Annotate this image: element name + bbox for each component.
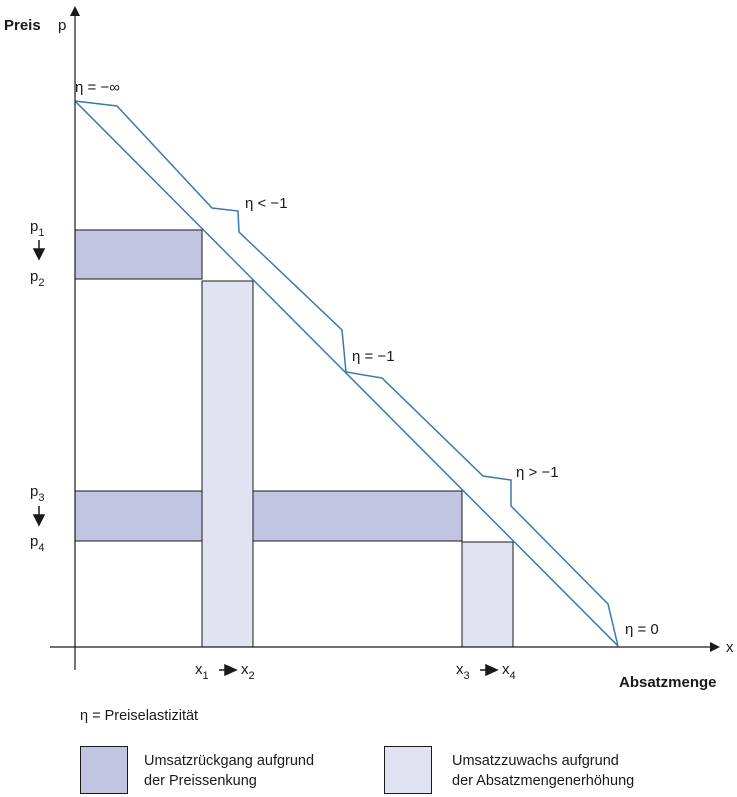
elasticity-label-greater-than-minus-one: η > −1 <box>516 464 559 481</box>
quantity-label-x3: $x_3$ <box>456 661 470 682</box>
elasticity-label-zero: η = 0 <box>625 621 659 638</box>
elasticity-label-less-than-minus-one: η < −1 <box>245 195 288 212</box>
quantity-label-x4: $x_4$ <box>502 661 516 682</box>
quantity-label-x2: $x_2$ <box>241 661 255 682</box>
right-arrow-icon <box>480 665 497 675</box>
legend-text-gain <box>452 751 634 791</box>
down-arrow-icon <box>34 506 44 525</box>
x-axis-title: Absatzmenge <box>619 674 717 691</box>
quantity-label-x1: $x_1$ <box>195 661 209 682</box>
revenue-gain-rect-right <box>462 542 513 647</box>
x-axis-symbol: x <box>726 639 734 656</box>
revenue-gain-rect-left <box>202 281 253 647</box>
elasticity-label-minus-infinity: η = −∞ <box>75 79 120 96</box>
revenue-loss-rect-lower <box>75 491 462 541</box>
right-arrow-icon <box>219 665 236 675</box>
price-label-p3: $p_3$ <box>30 483 45 504</box>
legend-text-decline <box>144 751 314 791</box>
price-label-p1: $p_1$ <box>30 218 45 239</box>
demand-line <box>75 101 618 646</box>
elasticity-definition: η = Preiselastizität <box>80 708 199 724</box>
legend-gain-line2: der Absatzmengenerhöhung <box>452 773 635 789</box>
revenue-loss-rect-upper <box>75 230 202 279</box>
legend-decline-line2: der Preissenkung <box>144 773 257 789</box>
legend-decline-line1: Umsatzrückgang aufgrund <box>144 753 315 769</box>
y-axis-symbol: p <box>58 17 67 34</box>
down-arrow-icon <box>34 240 44 259</box>
legend-swatch-decline <box>80 746 128 794</box>
price-label-p2: $p_2$ <box>30 268 45 289</box>
legend-gain-line1: Umsatzzuwachs aufgrund <box>452 753 619 769</box>
price-label-p4: $p_4$ <box>30 533 45 554</box>
elasticity-label-minus-one: η = −1 <box>352 348 395 365</box>
y-axis-title: Preis <box>4 17 41 34</box>
legend-swatch-gain <box>384 746 432 794</box>
